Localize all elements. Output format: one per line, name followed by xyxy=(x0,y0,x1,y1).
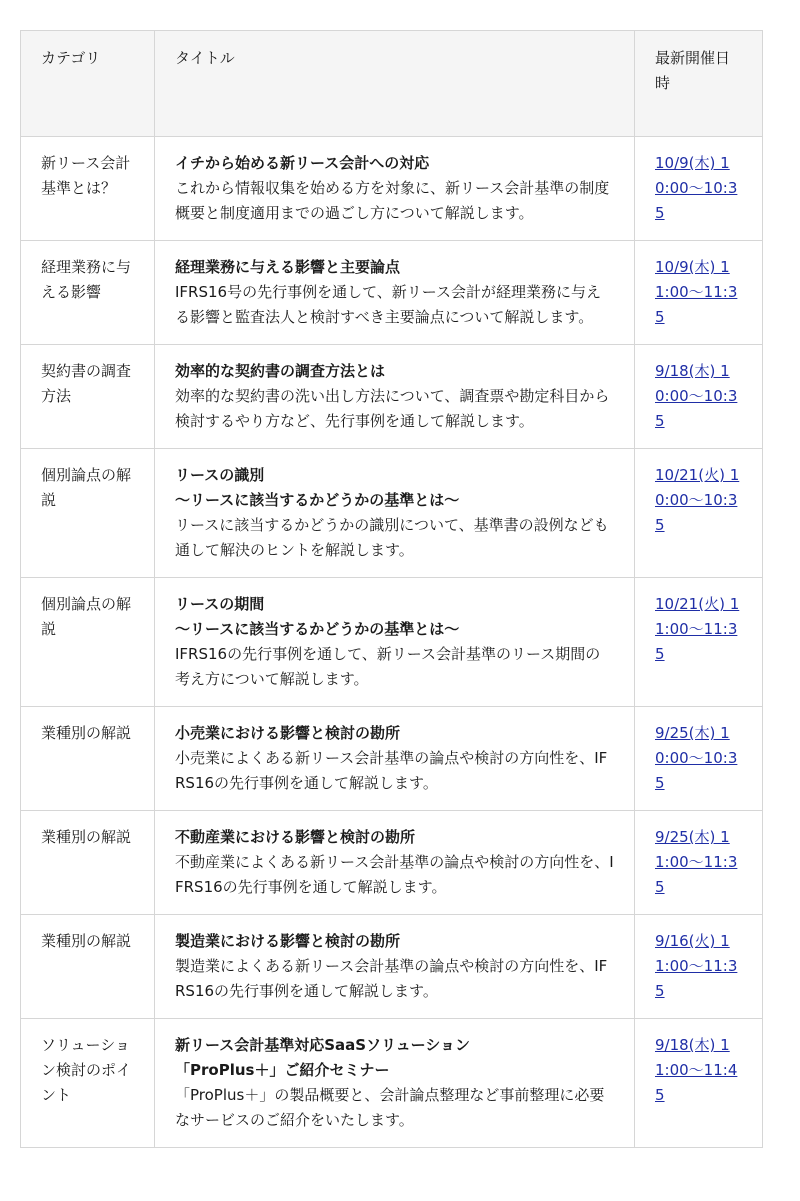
title-cell xyxy=(155,137,635,241)
seminar-title: 効率的な契約書の調査方法とは xyxy=(175,362,386,380)
title-cell xyxy=(155,449,635,578)
seminar-title: 「ProPlus＋」ご紹介セミナー xyxy=(175,1061,390,1079)
table-body xyxy=(21,137,763,1148)
date-cell xyxy=(635,707,763,811)
seminar-title: リースの識別 xyxy=(175,466,265,484)
seminar-description: 製造業によくある新リース会計基準の論点や検討の方向性を、IFRS16の先行事例を通して解説します。 xyxy=(175,957,608,1000)
title-cell xyxy=(155,811,635,915)
seminar-date-link[interactable]: 9/18(木) 10:00〜10:35 xyxy=(655,362,738,430)
seminar-description: これから情報収集を始める方を対象に、新リース会計基準の制度概要と制度適用までの過ごし方について解説します。 xyxy=(175,179,610,222)
date-cell xyxy=(635,449,763,578)
seminar-schedule xyxy=(20,30,762,1148)
table-row xyxy=(21,449,763,578)
seminar-title: 不動産業における影響と検討の勘所 xyxy=(175,828,416,846)
date-cell xyxy=(635,137,763,241)
title-cell xyxy=(155,707,635,811)
date-cell xyxy=(635,915,763,1019)
seminar-date-link[interactable]: 10/21(火) 10:00〜10:35 xyxy=(655,466,740,534)
seminar-title: 〜リースに該当するかどうかの基準とは〜 xyxy=(175,620,460,638)
category-cell: 業種別の解説 xyxy=(21,811,155,915)
table-row xyxy=(21,137,763,241)
table-row xyxy=(21,241,763,345)
seminar-date-link[interactable]: 10/9(木) 10:00〜10:35 xyxy=(655,154,738,222)
category-cell: 経理業務に与える影響 xyxy=(21,241,155,345)
seminar-date-link[interactable]: 9/25(木) 11:00〜11:35 xyxy=(655,828,738,896)
seminar-title: リースの期間 xyxy=(175,595,265,613)
category-cell: ソリューション検討のポイント xyxy=(21,1019,155,1148)
title-cell xyxy=(155,915,635,1019)
title-cell xyxy=(155,241,635,345)
category-cell: 個別論点の解説 xyxy=(21,578,155,707)
seminar-description: 小売業によくある新リース会計基準の論点や検討の方向性を、IFRS16の先行事例を通して解説します。 xyxy=(175,749,608,792)
table-row xyxy=(21,915,763,1019)
header-date: 最新開催日時 xyxy=(635,31,763,137)
category-cell: 個別論点の解説 xyxy=(21,449,155,578)
seminar-title: 小売業における影響と検討の勘所 xyxy=(175,724,401,742)
category-cell: 業種別の解説 xyxy=(21,707,155,811)
seminar-date-link[interactable]: 10/21(火) 11:00〜11:35 xyxy=(655,595,740,663)
seminar-description: IFRS16号の先行事例を通して、新リース会計が経理業務に与える影響と監査法人と検討すべき主要論点について解説します。 xyxy=(175,283,602,326)
header-title: タイトル xyxy=(155,31,635,137)
seminar-description: 効率的な契約書の洗い出し方法について、調査票や勘定科目から検討するやり方など、先行事例を通して解説します。 xyxy=(175,387,610,430)
seminar-description: IFRS16の先行事例を通して、新リース会計基準のリース期間の考え方について解説します。 xyxy=(175,645,601,688)
seminar-date-link[interactable]: 9/18(木) 11:00〜11:45 xyxy=(655,1036,738,1104)
seminar-title: 製造業における影響と検討の勘所 xyxy=(175,932,401,950)
table-header-row xyxy=(21,31,763,137)
seminar-title: 新リース会計基準対応SaaSソリューション xyxy=(175,1036,471,1054)
table-row xyxy=(21,345,763,449)
table-row xyxy=(21,1019,763,1148)
table-row xyxy=(21,811,763,915)
title-cell xyxy=(155,578,635,707)
seminar-description: 「ProPlus＋」の製品概要と、会計論点整理など事前整理に必要なサービスのご紹介をいたします。 xyxy=(175,1086,605,1129)
seminar-date-link[interactable]: 9/16(火) 11:00〜11:35 xyxy=(655,932,738,1000)
seminar-date-link[interactable]: 9/25(木) 10:00〜10:35 xyxy=(655,724,738,792)
table-row xyxy=(21,707,763,811)
title-cell xyxy=(155,1019,635,1148)
date-cell xyxy=(635,578,763,707)
seminar-title: 〜リースに該当するかどうかの基準とは〜 xyxy=(175,491,460,509)
seminar-description: リースに該当するかどうかの識別について、基準書の設例なども通して解決のヒントを解説します。 xyxy=(175,516,609,559)
title-cell xyxy=(155,345,635,449)
seminar-date-link[interactable]: 10/9(木) 11:00〜11:35 xyxy=(655,258,738,326)
category-cell: 契約書の調査方法 xyxy=(21,345,155,449)
table-row xyxy=(21,578,763,707)
seminar-title: イチから始める新リース会計への対応 xyxy=(175,154,430,172)
date-cell xyxy=(635,241,763,345)
category-cell: 業種別の解説 xyxy=(21,915,155,1019)
date-cell xyxy=(635,345,763,449)
seminar-description: 不動産業によくある新リース会計基準の論点や検討の方向性を、IFRS16の先行事例を通して解説します。 xyxy=(175,853,614,896)
date-cell xyxy=(635,1019,763,1148)
seminar-title: 経理業務に与える影響と主要論点 xyxy=(175,258,401,276)
date-cell xyxy=(635,811,763,915)
header-category: カテゴリ xyxy=(21,31,155,137)
category-cell: 新リース会計基準とは？ xyxy=(21,137,155,241)
seminar-table xyxy=(20,30,763,1148)
